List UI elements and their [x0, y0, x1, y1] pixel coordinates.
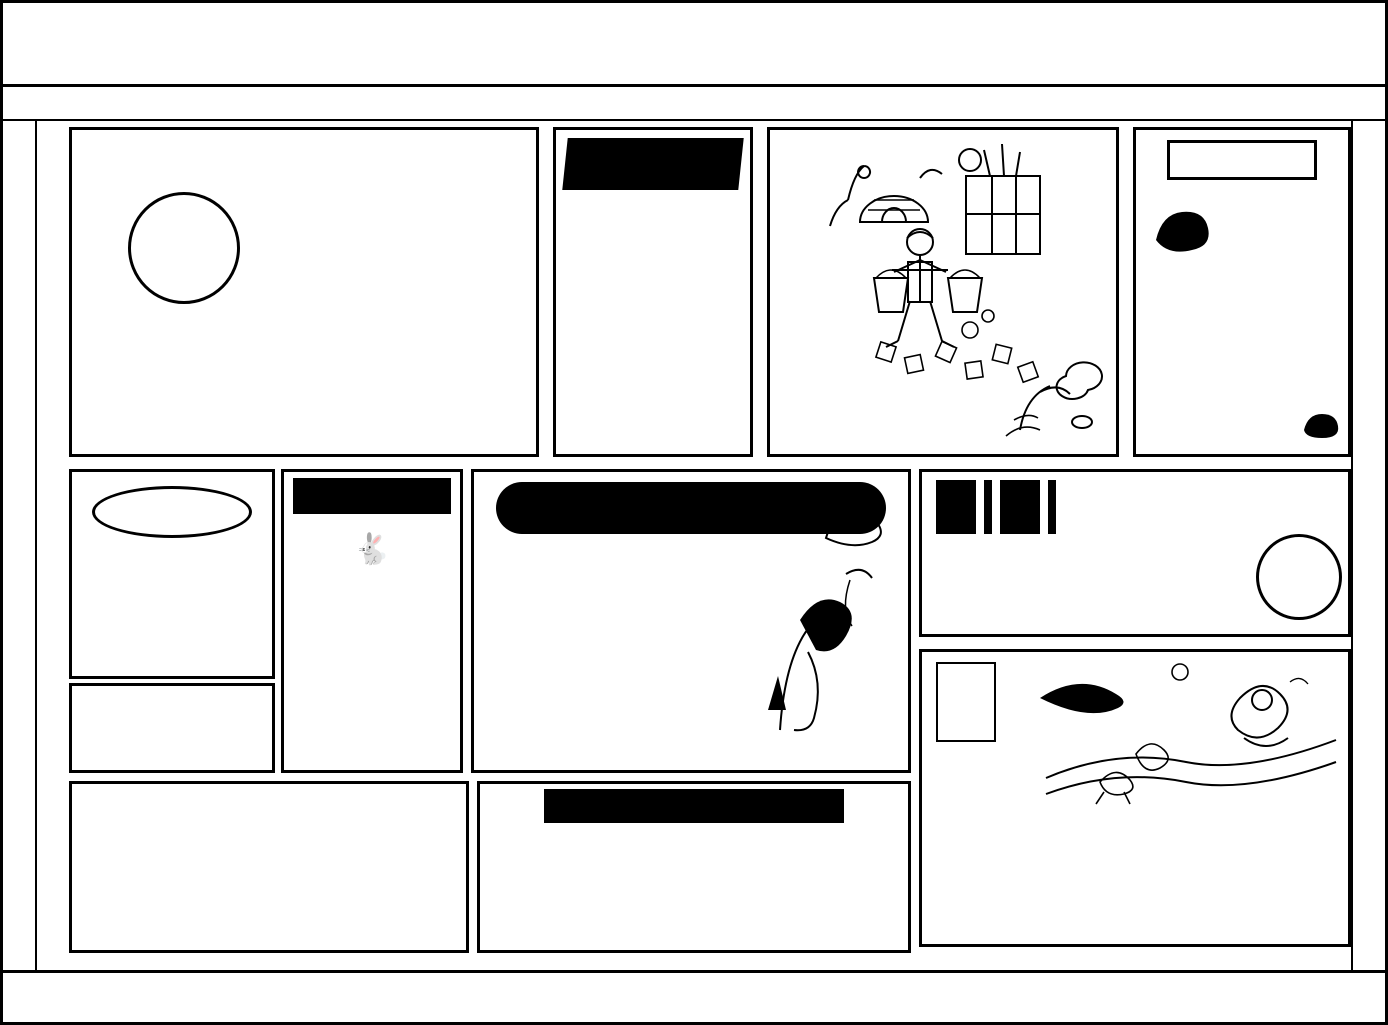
- immortal-illustration: [750, 560, 890, 740]
- illustration-box: [767, 127, 1119, 457]
- search-code-box: [1133, 127, 1351, 457]
- masthead: [3, 3, 1385, 87]
- poem-box: [281, 469, 463, 773]
- lingma-box: [471, 469, 911, 773]
- open-result-box: [919, 469, 1351, 637]
- recent-results-box: [69, 781, 469, 953]
- eight-immortals-box: [477, 781, 911, 953]
- marksix-strip-right: [1351, 121, 1385, 970]
- seal-stamp: [128, 192, 240, 304]
- logo-box: [69, 127, 539, 457]
- pebble-icon: [1300, 410, 1340, 440]
- marksix-strip-top: [3, 87, 1385, 121]
- special-code-box: [69, 469, 275, 679]
- water-carrier-illustration: [770, 130, 1116, 454]
- stone-icon: [1150, 206, 1214, 258]
- footer-notice: [3, 970, 1385, 1022]
- open-result-tags: [922, 472, 1348, 534]
- tag-total-open: [984, 480, 992, 534]
- explain-title: [936, 662, 996, 742]
- lucky-numbers-banner: [562, 138, 743, 190]
- marksix-strip-left: [3, 121, 37, 970]
- tag-special-open: [1048, 480, 1056, 534]
- tag-this-period-2: [1000, 480, 1040, 534]
- eight-immortals-row: [480, 823, 908, 827]
- eight-immortals-banner: [544, 789, 844, 823]
- content-area: [37, 121, 1351, 970]
- explain-picture-box: [919, 649, 1351, 947]
- tag-this-period-1: [936, 480, 976, 534]
- logo-text: [72, 130, 536, 454]
- special-code-title: [92, 486, 252, 538]
- search-code-title: [1167, 140, 1317, 180]
- tiger-icon: [818, 498, 888, 550]
- poem-banner: [293, 478, 451, 514]
- rabbit-icon: 🐇: [353, 532, 391, 567]
- issue-info: [965, 42, 1385, 46]
- lucky-numbers-box: [553, 127, 753, 457]
- landscape-illustration: [1040, 658, 1340, 808]
- open-count-2: [1256, 534, 1342, 620]
- riddle-box: [69, 683, 275, 773]
